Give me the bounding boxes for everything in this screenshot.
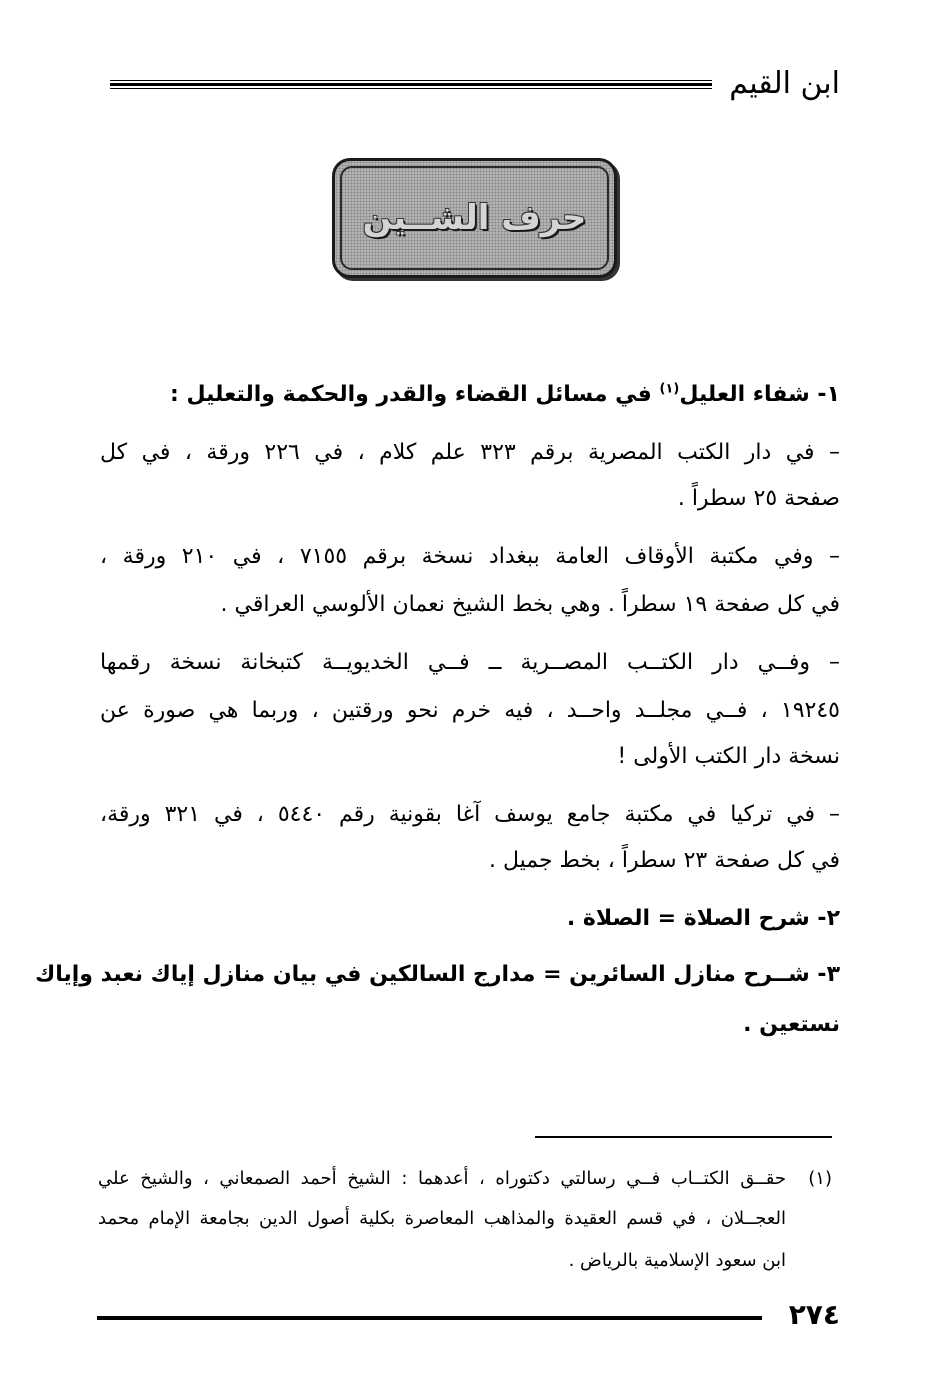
chapter-heading-box <box>332 158 617 278</box>
footnote-text: ابن سعود الإسلامية بالرياض . <box>568 1250 786 1271</box>
entry-3-heading: ٣- شــرح منازل السائرين = مدارج السالكين في بيان منازل إياك نعبد وإياك <box>35 962 840 987</box>
footnote-text: العجــلان ، في قسم العقيدة والمذاهب المعاصرة بكلية أصول الدين بجامعة الإمام محمد <box>98 1208 786 1229</box>
running-header <box>110 62 840 102</box>
paragraph-line: – وفــي دار الكتــب المصــرية ــ فــي الخديويــة كتبخانة نسخة رقمها <box>100 650 840 675</box>
chapter-heading: حرف الشــين <box>362 198 587 238</box>
footnote-number: (١) <box>808 1168 832 1189</box>
paragraph-line: نسخة دار الكتب الأولى ! <box>617 744 840 769</box>
paragraph-line: ١٩٢٤٥ ، فــي مجلــد واحــد ، فيه خرم نحو ورقتين ، وربما هي صورة عن <box>100 698 840 723</box>
entry-3-heading-continued: نستعين . <box>743 1012 840 1037</box>
page-number: ٢٧٤ <box>788 1298 840 1331</box>
header-title: ابن القيم <box>729 66 840 101</box>
paragraph-line: – في تركيا في مكتبة جامع يوسف آغا بقونية رقم ٥٤٤٠ ، في ٣٢١ ورقة، <box>100 802 841 827</box>
entry-2-heading: ٢- شرح الصلاة = الصلاة . <box>566 906 840 931</box>
footer-rule <box>97 1316 762 1320</box>
paragraph-line: صفحة ٢٥ سطراً . <box>677 486 840 511</box>
paragraph-line: في كل صفحة ٢٣ سطراً ، بخط جميل . <box>488 848 840 873</box>
paragraph-line: – وفي مكتبة الأوقاف العامة ببغداد نسخة برقم ٧١٥٥ ، في ٢١٠ ورقة ، <box>100 544 840 569</box>
paragraph-line: – في دار الكتب المصرية برقم ٣٢٣ علم كلام ، في ٢٢٦ ورقة ، في كل <box>100 440 840 465</box>
footnote-text: حقــق الكتــاب فــي رسالتي دكتوراه ، أعدهما : الشيخ أحمد الصمعاني ، والشيخ علي <box>98 1168 786 1189</box>
entry-1-heading: ١- شفاء العليل$^{(١)}$ في مسائل القضاء والقدر والحكمة والتعليل : <box>170 381 840 407</box>
footnote-separator <box>535 1136 832 1138</box>
header-rule <box>110 80 712 89</box>
footnote-ref: (١) <box>659 381 680 397</box>
paragraph-line: في كل صفحة ١٩ سطراً . وهي بخط الشيخ نعمان الألوسي العراقي . <box>220 592 840 617</box>
